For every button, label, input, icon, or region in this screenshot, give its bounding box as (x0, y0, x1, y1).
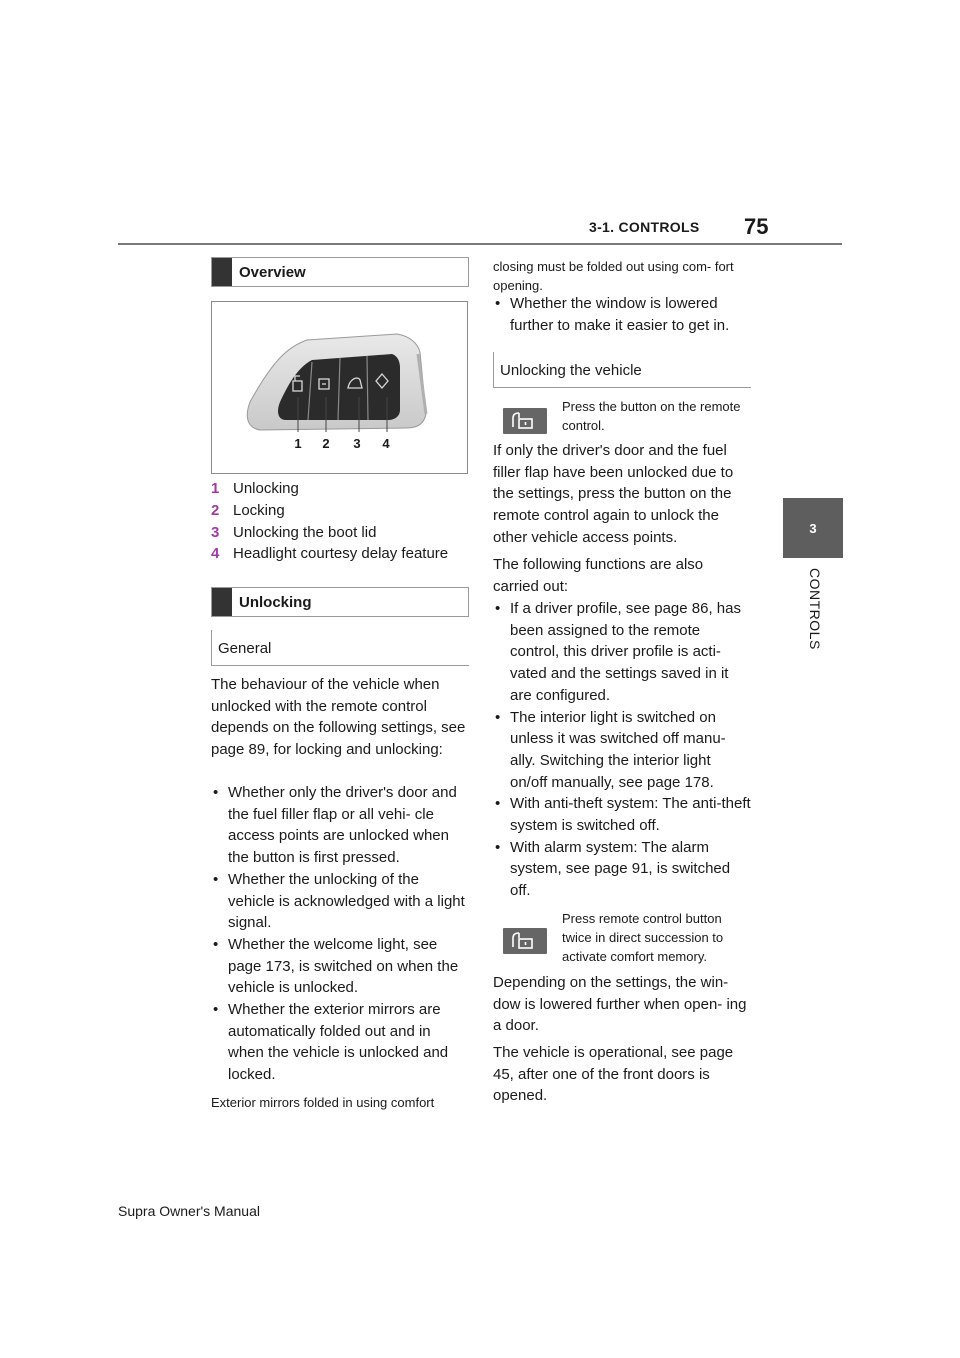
mirror-note: Exterior mirrors folded in using comfort (211, 1095, 435, 1110)
legend-number: 3 (211, 524, 220, 541)
remote-unlock-icon (503, 408, 547, 434)
heading-marker (212, 588, 232, 616)
overview-heading: Overview (239, 263, 306, 281)
legend-number: 4 (211, 545, 220, 562)
list-item: • With anti-theft system: The anti-theft system is switched off. (493, 793, 751, 836)
legend-text: Unlocking (233, 480, 299, 497)
remote-key-illustration (212, 302, 467, 473)
general-subheading: General (211, 630, 469, 666)
list-item: • If a driver profile, see page 86, has been assigned to the remote control, this driver profile is acti- vated and the settings saved in it are configured. (493, 598, 751, 707)
functions-list (493, 598, 751, 902)
settings-list (211, 782, 469, 1086)
list-item: • Whether the welcome light, see page 173, is switched on when the vehicle is unlocked. (211, 934, 469, 999)
list-item: • Whether the window is lowered further to make it easier to get in. (493, 293, 751, 336)
list-item: • With alarm system: The alarm system, see page 91, is switched off. (493, 837, 751, 902)
overview-heading-box (211, 257, 469, 287)
list-item: • Whether the exterior mirrors are automatically folded out and in when the vehicle is unlocked and locked. (211, 999, 469, 1086)
chapter-label-wrap (783, 568, 843, 678)
legend-item (211, 502, 471, 524)
mirror-note-continued: closing must be folded out using com- fort opening. (493, 259, 734, 293)
icon-caption: Press remote control button twice in direct succession to activate comfort memory. (562, 911, 724, 964)
legend-number: 2 (211, 502, 220, 519)
callout-4: 4 (382, 436, 390, 451)
unlocking-vehicle-subheading: Unlocking the vehicle (493, 352, 751, 388)
legend-text: Locking (233, 502, 285, 519)
list-item: • The interior light is switched on unless it was switched off manu- ally. Switching the interior light on/off manually, see page 178. (493, 707, 751, 794)
list-item: • Whether the unlocking of the vehicle is acknowledged with a light signal. (211, 869, 469, 934)
overview-legend (211, 480, 471, 566)
chapter-label: CONTROLS (807, 568, 823, 650)
page-number: 75 (744, 214, 769, 239)
unlocking-heading: Unlocking (239, 593, 312, 611)
operational-paragraph: The vehicle is operational, see page 45, after one of the front doors is opened. (493, 1044, 734, 1105)
unlock-paragraph: If only the driver's door and the fuel filler flap have been unlocked due to the settings, press the button on the remote control again to unlock the other vehicle access points. (493, 442, 734, 546)
header-rule (118, 243, 842, 245)
window-paragraph: Depending on the settings, the win- dow is lowered further when open- ing a door. (493, 974, 747, 1035)
legend-number: 1 (211, 480, 220, 497)
legend-item (211, 545, 471, 566)
unlock-symbol-icon (503, 408, 547, 434)
heading-marker (212, 258, 232, 286)
icon-caption: Press the button on the remote control. (562, 399, 741, 433)
legend-text: Unlocking the boot lid (233, 524, 377, 541)
unlocking-heading-box (211, 587, 469, 617)
window-list (493, 293, 751, 336)
functions-paragraph: The following functions are also carried out: (493, 556, 704, 595)
legend-text: Headlight courtesy delay feature (233, 545, 449, 562)
legend-item (211, 524, 471, 545)
remote-unlock-icon (503, 928, 547, 954)
legend-item (211, 480, 471, 502)
remote-key-figure (211, 301, 468, 474)
list-item: • Whether only the driver's door and the fuel filler flap or all vehi- cle access points are unlocked when the button is first pressed. (211, 782, 469, 869)
callout-2: 2 (322, 436, 330, 451)
chapter-tab[interactable]: 3 (783, 498, 843, 558)
unlocking-intro: The behaviour of the vehicle when unlocked with the remote control depends on the following settings, see page 89, for locking and unlocking: (211, 676, 466, 759)
callout-1: 1 (294, 436, 302, 451)
unlock-symbol-icon (503, 928, 547, 954)
callout-3: 3 (353, 436, 361, 451)
footer-text: Supra Owner's Manual (118, 1203, 260, 1219)
section-title: 3-1. CONTROLS (589, 219, 700, 235)
